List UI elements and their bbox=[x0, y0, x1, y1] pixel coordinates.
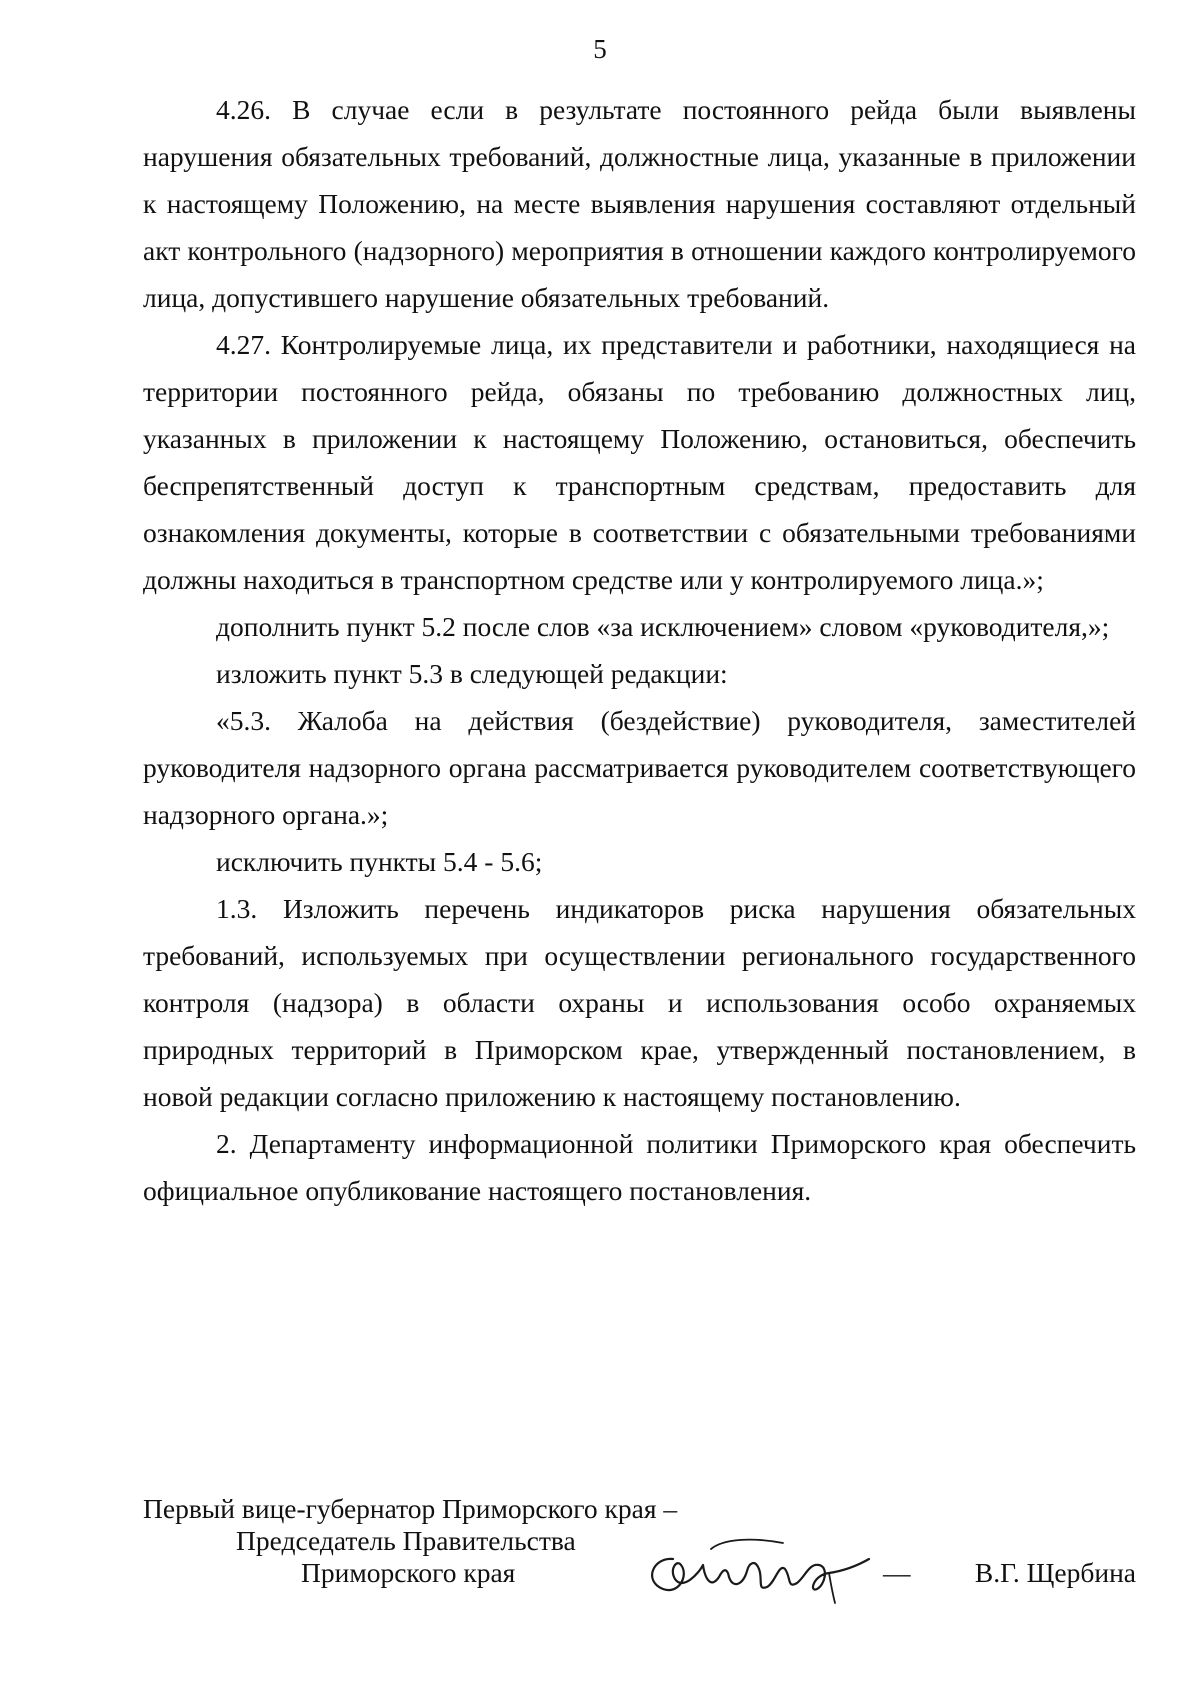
paragraph-4-27: 4.27. Контролируемые лица, их представители и работники, находящиеся на территории постоянного рейда, обязаны по требованию должностных лиц, указанных в приложении к настоящему Положению, остановиться, обеспечить беспрепятственный доступ к транспортным средствам, предоставить для ознакомления документы, которые в соответствии с обязательными требованиями должны находиться в транспортном средстве или у контролируемого лица.»; bbox=[143, 329, 1136, 595]
paragraph-amend-5-2: дополнить пункт 5.2 после слов «за исключением» словом «руководителя,»; bbox=[216, 611, 1110, 642]
paragraph-4-26: 4.26. В случае если в результате постоянного рейда были выявлены нарушения обязательных требований, должностные лица, указанные в приложении к настоящему Положению, на месте выявления нарушения составляют отдельный акт контрольного (надзорного) мероприятия в отношении каждого контролируемого лица, допустившего нарушение обязательных требований. bbox=[143, 94, 1136, 313]
signer-title-line3: Приморского края bbox=[301, 1557, 516, 1588]
paragraph-1-3: 1.3. Изложить перечень индикаторов риска нарушения обязательных требований, используемых при осуществлении регионального государственного контроля (надзора) в области охраны и использования особо охраняемых природных территорий в Приморском крае, утвержденный постановлением, в новой редакции согласно приложению к настоящему постановлению. bbox=[143, 893, 1136, 1112]
signer-title-line1: Первый вице-губернатор Приморского края – bbox=[143, 1493, 678, 1524]
document-body bbox=[143, 86, 1136, 1214]
handwritten-signature bbox=[633, 1529, 903, 1609]
paragraph-exclude-5-4-5-6: исключить пункты 5.4 - 5.6; bbox=[216, 846, 543, 877]
signer-name: В.Г. Щербина bbox=[974, 1557, 1136, 1588]
paragraph-2: 2. Департаменту информационной политики Приморского края обеспечить официальное опубликование настоящего постановления. bbox=[143, 1128, 1136, 1206]
signature-dash: — bbox=[883, 1557, 911, 1588]
paragraph-5-3: «5.3. Жалоба на действия (бездействие) руководителя, заместителей руководителя надзорного органа рассматривается руководителем соответствующего надзорного органа.»; bbox=[143, 705, 1136, 830]
signer-title-line2: Председатель Правительства bbox=[236, 1525, 576, 1556]
paragraph-amend-5-3-intro: изложить пункт 5.3 в следующей редакции: bbox=[216, 658, 728, 689]
signature-block bbox=[143, 1493, 1136, 1623]
page-number: 5 bbox=[593, 34, 607, 64]
